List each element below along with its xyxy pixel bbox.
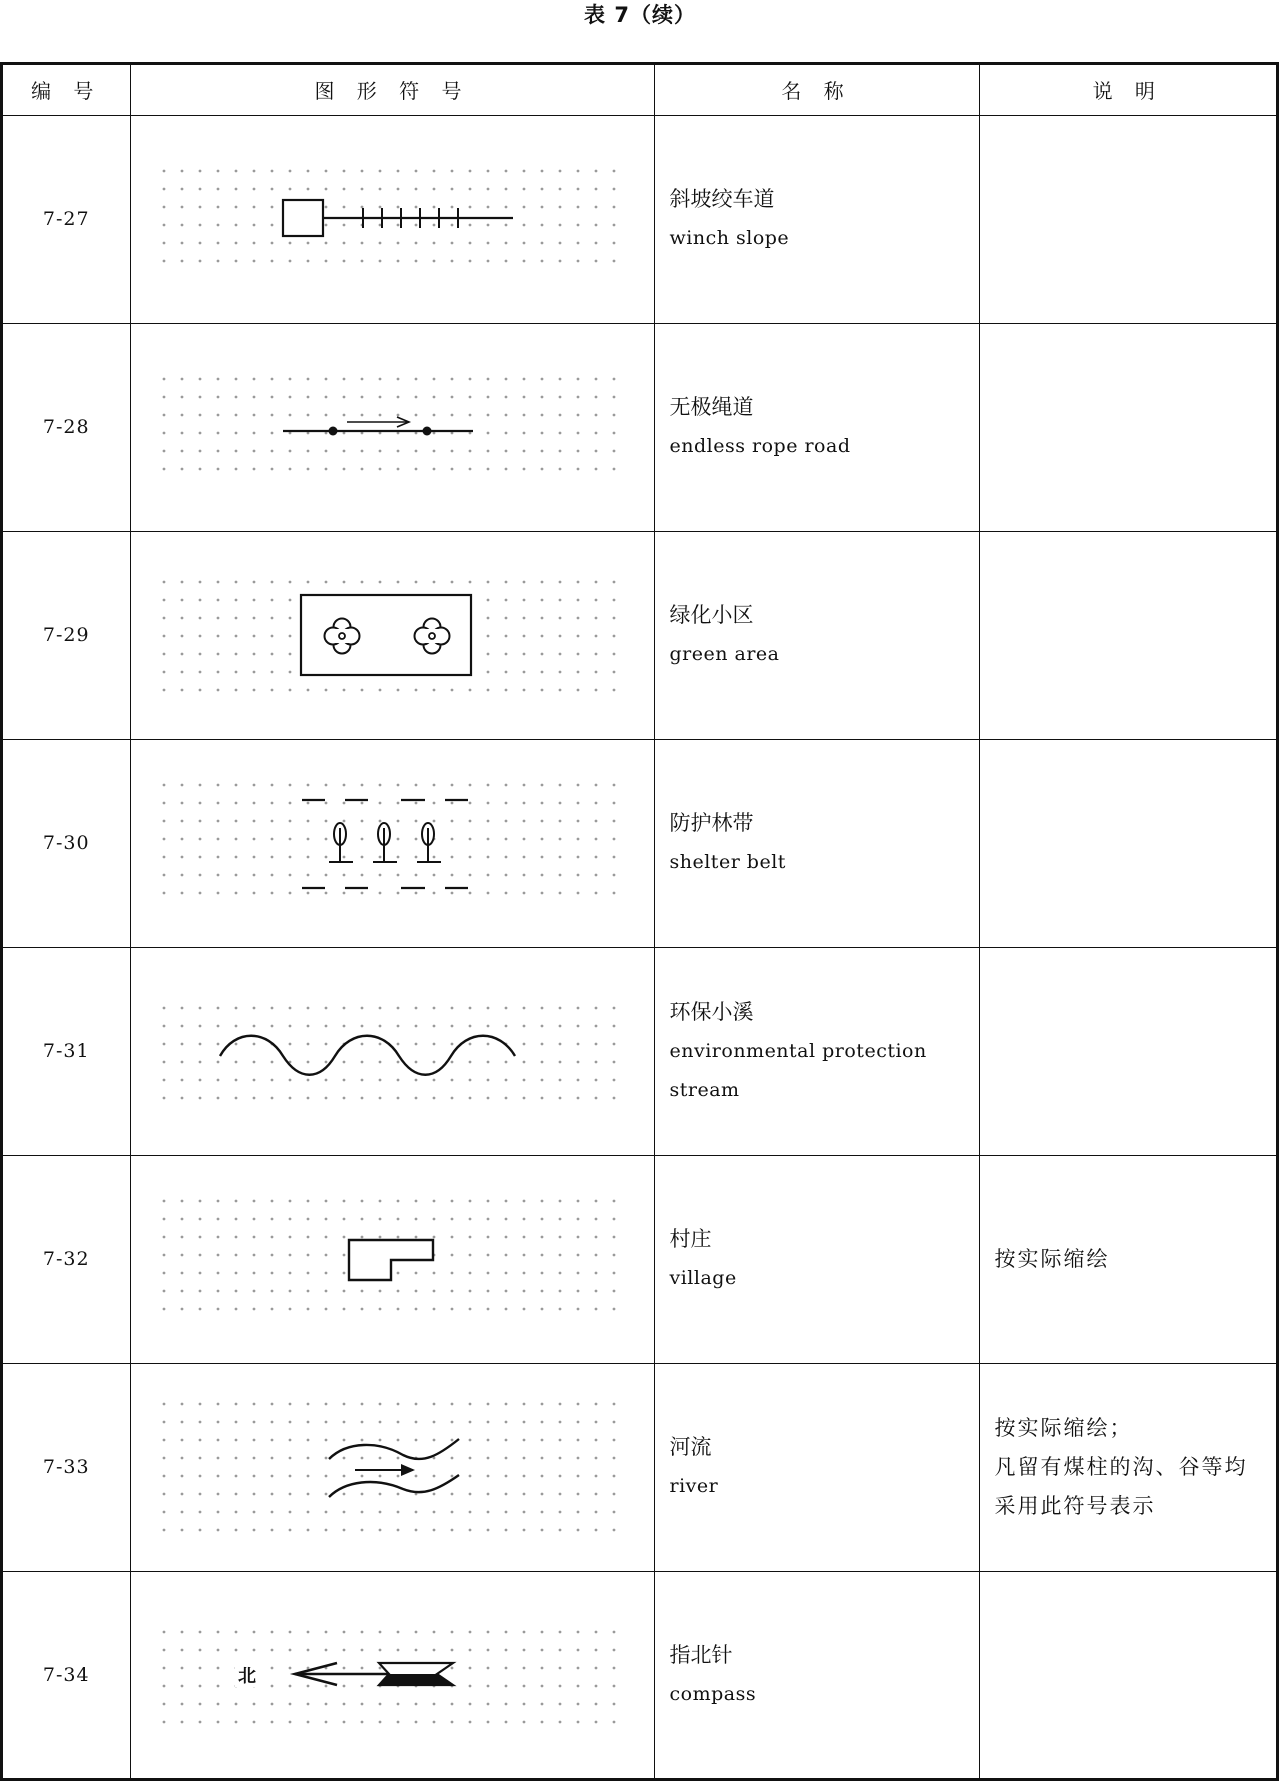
note-cell	[979, 739, 1276, 947]
name-cell	[654, 531, 979, 739]
name-en: green area	[669, 643, 780, 665]
row-code: 7-30	[3, 739, 130, 947]
symbol-cell	[130, 323, 654, 531]
symbol-cell	[130, 1363, 654, 1571]
name-zh: 斜坡绞车道	[669, 187, 775, 211]
note-line: 按实际缩绘；	[994, 1415, 1133, 1440]
row-code: 7-31	[3, 947, 130, 1155]
name-zh: 防护林带	[669, 811, 754, 835]
note-line: 凡留有煤柱的沟、谷等均	[994, 1454, 1248, 1479]
note-cell	[979, 1363, 1276, 1571]
note-cell	[979, 531, 1276, 739]
table-row	[3, 1363, 1276, 1571]
name-zh: 村庄	[669, 1227, 712, 1251]
header-symbol: 图 形 符 号	[130, 65, 654, 115]
table-row	[3, 1571, 1276, 1779]
note-cell	[979, 1571, 1276, 1779]
winch-slope-symbol	[157, 164, 627, 274]
name-cell	[654, 323, 979, 531]
symbol-cell	[130, 1571, 654, 1779]
name-en: endless rope road	[669, 435, 851, 457]
name-cell	[654, 739, 979, 947]
green-area-symbol	[157, 575, 627, 695]
compass-north-label: 北	[238, 1666, 256, 1688]
name-cell	[654, 947, 979, 1155]
name-zh: 无极绳道	[669, 395, 754, 419]
environmental-stream-symbol	[157, 1001, 627, 1101]
header-code: 编 号	[3, 65, 130, 115]
row-code: 7-29	[3, 531, 130, 739]
name-en: winch slope	[669, 227, 790, 249]
name-cell	[654, 1571, 979, 1779]
note-cell	[979, 115, 1276, 323]
name-en-line-2: stream	[669, 1078, 740, 1101]
note-line: 按实际缩绘	[994, 1246, 1110, 1271]
row-code: 7-34	[3, 1571, 130, 1779]
symbol-cell	[130, 947, 654, 1155]
header-name: 名 称	[654, 65, 979, 115]
symbol-cell	[130, 115, 654, 323]
row-code: 7-32	[3, 1155, 130, 1363]
table-row	[3, 1155, 1276, 1363]
row-code: 7-28	[3, 323, 130, 531]
table-row	[3, 531, 1276, 739]
name-en: river	[669, 1475, 719, 1497]
table-title: 表 7（续）	[584, 3, 696, 27]
name-en: compass	[669, 1683, 757, 1706]
name-cell	[654, 1155, 979, 1363]
row-code: 7-27	[3, 115, 130, 323]
table-row	[3, 115, 1276, 323]
name-en: environmental protection	[669, 1039, 927, 1062]
village-symbol	[157, 1194, 627, 1324]
name-zh: 绿化小区	[669, 603, 754, 627]
compass-symbol	[157, 1625, 627, 1725]
note-line: 采用此符号表示	[994, 1493, 1156, 1518]
river-symbol	[157, 1397, 627, 1537]
symbol-table-frame	[0, 62, 1279, 1781]
name-en: village	[669, 1267, 737, 1289]
name-cell	[654, 115, 979, 323]
symbol-cell	[130, 531, 654, 739]
name-zh: 指北针	[669, 1643, 733, 1668]
endless-rope-road-symbol	[157, 372, 627, 482]
note-cell	[979, 323, 1276, 531]
note-cell	[979, 947, 1276, 1155]
name-zh: 环保小溪	[669, 999, 754, 1024]
shelter-belt-symbol	[157, 778, 627, 908]
header-note: 说 明	[979, 65, 1276, 115]
name-zh: 河流	[669, 1435, 712, 1459]
name-en: shelter belt	[669, 851, 786, 873]
table-row	[3, 739, 1276, 947]
table-header-row	[3, 65, 1276, 115]
row-code: 7-33	[3, 1363, 130, 1571]
table-row	[3, 323, 1276, 531]
symbol-cell	[130, 739, 654, 947]
note-cell	[979, 1155, 1276, 1363]
symbol-table	[3, 65, 1276, 1779]
symbol-cell	[130, 1155, 654, 1363]
table-row	[3, 947, 1276, 1155]
name-cell	[654, 1363, 979, 1571]
